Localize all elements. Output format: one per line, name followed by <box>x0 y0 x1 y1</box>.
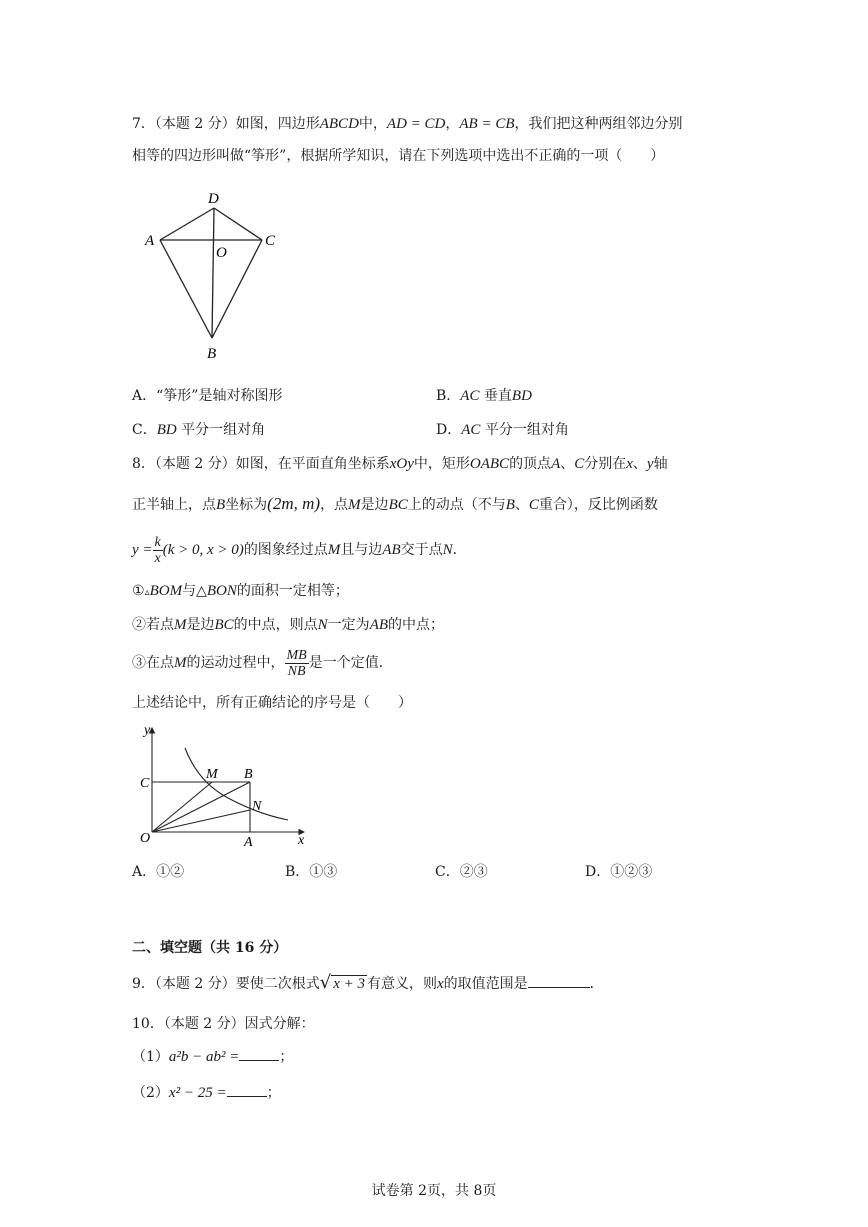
option-key: B． <box>436 388 461 404</box>
q8-text: 是边 <box>186 617 215 633</box>
q7-score: （本题 2 分） <box>154 116 236 132</box>
q7-equation: AB = CB <box>459 116 515 132</box>
q8-var: N <box>317 617 328 633</box>
fraction-numerator: k <box>154 534 161 550</box>
option-text: ②③ <box>459 864 488 880</box>
q8-option-a <box>132 862 184 882</box>
q8-text: 坐标为 <box>225 497 268 513</box>
q8-text: 的顶点 <box>509 456 552 472</box>
q7-var: ABCD <box>319 116 359 132</box>
q8-text: 的中点； <box>388 617 445 633</box>
q8-var: AB <box>369 617 389 633</box>
k-over-x-fraction <box>153 535 163 566</box>
label-D: D <box>208 191 219 207</box>
option-key: B． <box>285 864 310 880</box>
label-C: C <box>265 233 276 249</box>
option-var: BD <box>511 388 532 404</box>
q8-line3 <box>132 534 467 566</box>
option-var: AC <box>461 422 481 438</box>
q8-var: M <box>348 497 361 513</box>
answer-blank <box>227 1082 267 1097</box>
q8-text: 分别在 <box>584 456 627 472</box>
q8-var: A <box>551 456 561 472</box>
q7-option-c <box>132 420 265 440</box>
option-key: C． <box>435 864 460 880</box>
q10-expression: a²b − ab² = <box>168 1049 240 1065</box>
q7-number: 7． <box>132 116 155 132</box>
q8-var: BOM <box>149 583 183 599</box>
option-text: ①② <box>156 864 185 880</box>
q8-text: ③在点 <box>132 655 174 671</box>
q8-var: B <box>505 497 515 513</box>
q7-option-b <box>436 386 532 406</box>
q9-text: 的取值范围是 <box>443 976 528 992</box>
q8-text: 且与边 <box>340 542 383 558</box>
answer-blank <box>239 1046 279 1061</box>
option-text: “筝形”是轴对称图形 <box>156 388 283 404</box>
q9-line <box>132 970 604 997</box>
q8-var: M <box>174 617 187 633</box>
q8-var: M <box>327 542 341 558</box>
label-O: O <box>216 245 227 261</box>
q7-option-a <box>132 386 282 406</box>
q10-part-1 <box>132 1046 293 1067</box>
q8-statement-2 <box>132 615 444 635</box>
label-x: x <box>298 833 305 848</box>
q7-line2: 相等的四边形叫做“筝形”，根据所学知识，请在下列选项中选出不正确的一项（ ） <box>132 148 665 164</box>
option-key: A． <box>132 864 157 880</box>
q8-number: 8． <box>132 456 155 472</box>
q8-line2 <box>132 494 658 515</box>
label-C: C <box>140 776 150 791</box>
q7-equation: AD = CD <box>386 116 446 132</box>
q8-text: 、 <box>632 456 647 472</box>
q8-text: 是边 <box>360 497 389 513</box>
option-key: C． <box>132 422 157 438</box>
option-key: D． <box>436 422 462 438</box>
q8-coordinate-figure <box>138 720 318 850</box>
q10-text: ； <box>266 1085 281 1101</box>
q8-option-c <box>435 862 488 882</box>
fraction-denominator: x <box>154 550 161 566</box>
q10-expression: x² − 25 = <box>168 1085 227 1101</box>
q10-line <box>132 1014 315 1034</box>
option-text: 垂直 <box>483 388 512 404</box>
option-key: A． <box>132 388 157 404</box>
mb-over-nb-fraction <box>285 648 309 679</box>
q9-text: 要使二次根式 <box>235 976 320 992</box>
q8-var: C <box>574 456 585 472</box>
radicand: x + 3 <box>333 976 365 992</box>
q7-line1 <box>132 114 683 134</box>
q8-text: 正半轴上，点 <box>132 497 216 513</box>
q8-text: 、 <box>560 456 575 472</box>
q8-text: 上的动点（不与 <box>407 497 506 513</box>
label-O: O <box>140 831 151 846</box>
option-text: 平分一组对角 <box>181 422 266 438</box>
q8-text: 重合），反比例函数 <box>538 497 658 513</box>
q8-var: xOy <box>389 456 414 472</box>
label-M: M <box>206 767 218 782</box>
q8-var: BON <box>206 583 237 599</box>
part-label: （2） <box>132 1085 169 1101</box>
q8-statement-3 <box>132 646 393 680</box>
q8-text: ，点 <box>320 497 349 513</box>
q8-score: （本题 2 分） <box>154 456 236 472</box>
part-label: （1） <box>132 1049 169 1065</box>
q8-text: 的运动过程中， <box>186 655 285 671</box>
q8-var: y <box>646 456 654 472</box>
q8-text: 、 <box>514 497 529 513</box>
option-text: ①②③ <box>610 864 653 880</box>
q8-coordinate: (2m, m) <box>267 494 321 513</box>
q8-text: 如图，在平面直角坐标系 <box>235 456 390 472</box>
label-A: A <box>244 835 253 850</box>
fraction-numerator: MB <box>286 647 307 663</box>
q7-option-d <box>436 420 569 440</box>
triangle-symbol: ▵ <box>144 587 150 598</box>
q8-text: 是一个定值． <box>308 655 393 671</box>
q8-var: B <box>216 497 226 513</box>
q8-statement-1 <box>132 581 349 603</box>
q7-kite-figure <box>140 186 290 364</box>
radical-sign: √ <box>319 972 332 993</box>
fraction-denominator: NB <box>287 663 306 679</box>
q9-var: x <box>437 976 444 992</box>
q7-text: 如图，四边形 <box>235 116 320 132</box>
q8-text: 的图象经过点 <box>243 542 328 558</box>
q7-text: 中， <box>358 116 387 132</box>
q8-function: y = <box>132 542 153 558</box>
q8-var: N <box>442 542 453 558</box>
q9-score: （本题 2 分） <box>154 976 236 992</box>
q10-part-2 <box>132 1082 281 1103</box>
q8-var: BC <box>388 497 408 513</box>
q8-text: ②若点 <box>132 617 174 633</box>
q8-text: 轴 <box>653 456 668 472</box>
q7-text: ， <box>445 116 460 132</box>
q8-var: OABC <box>469 456 510 472</box>
q8-text: ． <box>452 542 467 558</box>
q8-var: C <box>528 497 539 513</box>
q8-ask: 上述结论中，所有正确结论的序号是（ ） <box>132 695 412 711</box>
q8-var: x <box>626 456 633 472</box>
q8-text: 一定为 <box>327 617 370 633</box>
q9-text: 有意义，则 <box>367 976 437 992</box>
q8-var: AB <box>382 542 401 558</box>
option-key: D． <box>585 864 611 880</box>
q8-text: 交于点 <box>400 542 443 558</box>
label-A: A <box>145 233 155 249</box>
option-text: 平分一组对角 <box>484 422 569 438</box>
q9-number: 9． <box>132 976 155 992</box>
q8-var: BC <box>214 617 234 633</box>
q8-text: ① <box>132 583 145 599</box>
option-text: ①③ <box>309 864 338 880</box>
q8-text: 的中点，则点 <box>233 617 318 633</box>
q7-text: ，我们把这种两组邻边分别 <box>514 116 683 132</box>
q8-condition: (k > 0, x > 0) <box>162 542 244 558</box>
q8-text: 的面积一定相等； <box>236 583 349 599</box>
q8-line1 <box>132 454 668 474</box>
answer-blank <box>528 973 590 988</box>
label-B: B <box>244 767 253 782</box>
q8-option-b <box>285 862 337 882</box>
q8-var: M <box>174 655 187 671</box>
q8-text: 与△ <box>182 583 207 599</box>
option-var: AC <box>460 388 480 404</box>
option-var: BD <box>156 422 177 438</box>
label-B: B <box>207 346 217 362</box>
q10-text: ； <box>279 1049 294 1065</box>
section-heading: 二、填空题（共 16 分） <box>132 940 288 956</box>
q8-option-d <box>585 862 652 882</box>
q9-text: ． <box>589 976 604 992</box>
q10-text: 因式分解： <box>244 1016 315 1032</box>
page-footer: 试卷第 2页，共 8页 <box>371 1183 497 1199</box>
q10-score: （本题 2 分） <box>163 1016 245 1032</box>
q10-number: 10． <box>132 1016 164 1032</box>
label-N: N <box>252 799 262 814</box>
label-y: y <box>144 723 151 738</box>
q8-text: 中，矩形 <box>413 456 470 472</box>
